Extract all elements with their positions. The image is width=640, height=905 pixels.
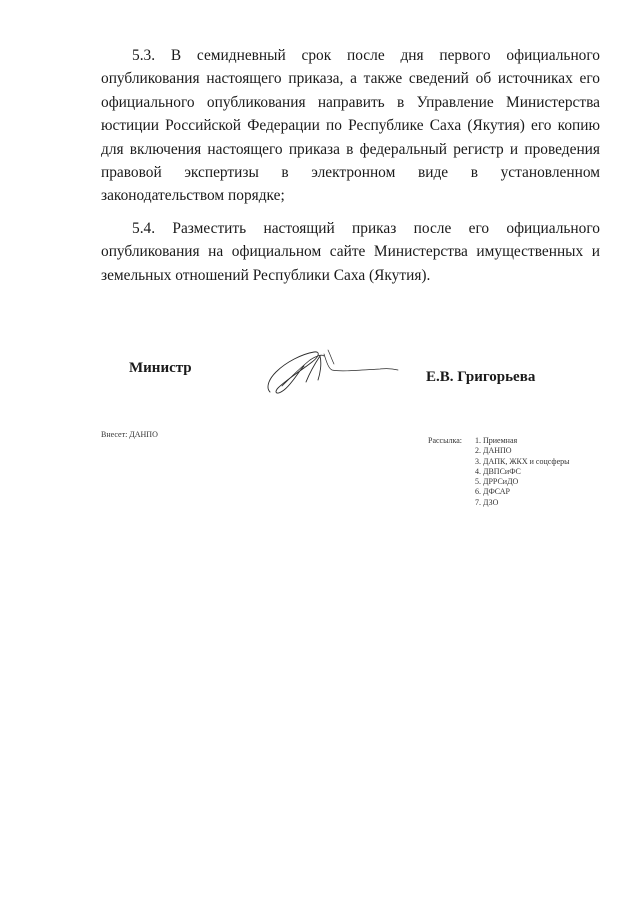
signatory-title: Министр <box>129 360 192 376</box>
distribution-item: 4. ДВПСиФС <box>475 466 521 476</box>
introduced-by-note: Внесет: ДАНПО <box>101 430 158 439</box>
paragraph-5-4: 5.4. Разместить настоящий приказ после его официального опубликования на официальном сайте Министерства имущественных и земельных отношений Республики Саха (Якутия). <box>101 219 600 284</box>
distribution-item: 6. ДФСАР <box>475 487 510 497</box>
document-body <box>101 44 600 287</box>
handwritten-signature <box>262 342 402 404</box>
signatory-name: Е.В. Григорьева <box>426 369 536 385</box>
signature-block <box>0 342 640 412</box>
paragraph-5-3: 5.3. В семидневный срок после дня первого официального опубликования настоящего приказа, а также сведений об источниках его официального опубликования направить в Управление Министерства юстиции Российской Федерации по Республике Саха (Якутия) его копию для включения настоящего приказа в федеральный регистр и проведения правовой экспертизы в электронном виде в установленном законодательством порядке; <box>101 47 600 205</box>
distribution-list <box>475 436 570 508</box>
distribution-item: 2. ДАНПО <box>475 446 512 456</box>
distribution-label: Рассылка: <box>428 436 463 445</box>
distribution-item: 7. ДЗО <box>475 497 499 507</box>
distribution-item: 5. ДРРСиДО <box>475 477 519 487</box>
distribution-item: 3. ДАПК, ЖКХ и соцсферы <box>475 456 570 466</box>
distribution-item: 1. Приемная <box>475 436 518 445</box>
